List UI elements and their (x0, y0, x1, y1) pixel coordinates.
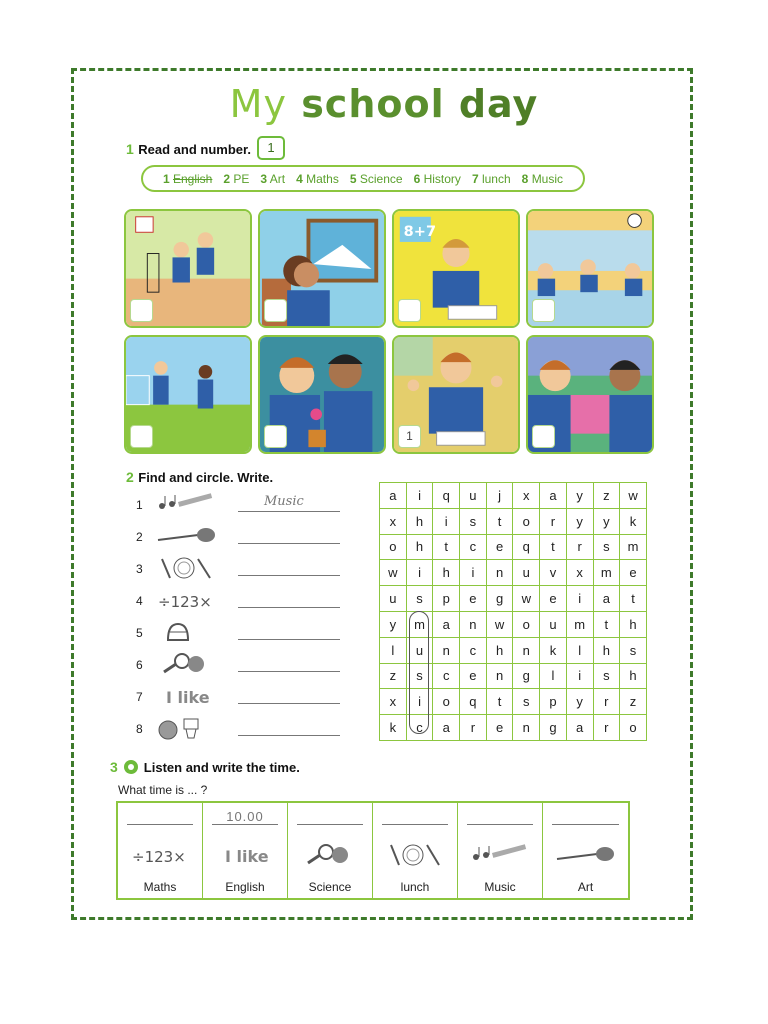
wordsearch-cell[interactable]: s (593, 534, 620, 560)
subject-item (260, 172, 285, 186)
wordsearch-cell[interactable]: s (406, 586, 433, 612)
lunch-picture (526, 209, 654, 328)
wordsearch-cell[interactable]: y (566, 508, 593, 534)
music-notes-icon (470, 841, 530, 869)
section2-title: Find and circle. Write. (138, 470, 274, 485)
wordsearch-cell[interactable]: k (380, 715, 407, 741)
answer-text: Music (264, 494, 304, 509)
list-item (136, 716, 346, 740)
wordsearch-cell[interactable]: r (460, 715, 487, 741)
list-item (136, 492, 346, 516)
wordsearch-cell[interactable]: x (513, 483, 540, 509)
wordsearch-cell[interactable]: g (513, 663, 540, 689)
wordsearch-cell[interactable]: h (620, 611, 647, 637)
subject-number: 4 (296, 171, 303, 186)
time-subject-label: Art (577, 880, 594, 894)
wordsearch-cell[interactable]: u (460, 483, 487, 509)
subject-item (296, 172, 339, 186)
pe-picture (124, 335, 252, 454)
subject-number: 8 (521, 171, 529, 186)
wordsearch-cell[interactable]: z (593, 483, 620, 509)
wordsearch-cell[interactable]: c (406, 715, 433, 741)
wordsearch-cell[interactable]: o (433, 689, 460, 715)
svg-text:I like: I like (166, 688, 210, 707)
subject-number: 6 (413, 171, 421, 186)
i-like-icon (215, 841, 275, 869)
wordsearch-cell[interactable]: a (566, 715, 593, 741)
section3-heading (110, 759, 300, 775)
wordsearch-cell[interactable]: i (460, 560, 487, 586)
answer-line[interactable] (238, 735, 340, 736)
subject-item (223, 172, 249, 186)
english-class-picture (392, 335, 520, 454)
subject-item (472, 172, 511, 186)
magnifier-icon (156, 652, 216, 676)
subject-name: PE (233, 171, 250, 186)
ball-hoop-icon (156, 716, 216, 740)
item-number: 1 (136, 498, 143, 512)
answer-line[interactable] (238, 607, 340, 608)
wordsearch-cell[interactable]: r (593, 689, 620, 715)
wordsearch-cell[interactable]: t (486, 508, 513, 534)
wordsearch-cell[interactable]: n (460, 611, 487, 637)
time-cell (543, 803, 628, 898)
section3-number: 3 (110, 759, 118, 775)
time-line (382, 824, 448, 825)
numbers-icon (130, 841, 190, 869)
section3-title: Listen and write the time. (143, 759, 300, 775)
list-item (136, 620, 346, 644)
wordsearch-cell[interactable]: e (540, 586, 567, 612)
page-title (0, 82, 768, 126)
answer-line[interactable] (238, 543, 340, 544)
word-circle-music (409, 611, 429, 734)
time-cell (118, 803, 203, 898)
wordsearch-cell[interactable]: n (486, 663, 513, 689)
item-number: 6 (136, 658, 143, 672)
music-class-picture (124, 209, 252, 328)
item-number: 7 (136, 690, 143, 704)
subject-number: 5 (349, 171, 357, 186)
wordsearch-cell[interactable]: i (406, 689, 433, 715)
list-item (136, 588, 346, 612)
title-word-my: My (229, 82, 287, 126)
wordsearch-cell[interactable]: c (460, 534, 487, 560)
item-number: 3 (136, 562, 143, 576)
answer-line[interactable] (238, 671, 340, 672)
wordsearch-cell[interactable]: e (460, 586, 487, 612)
time-table (116, 801, 630, 900)
wordsearch-cell[interactable]: o (380, 534, 407, 560)
svg-text:I like: I like (225, 847, 269, 866)
picture-number-box[interactable] (532, 425, 555, 448)
wordsearch-cell[interactable]: o (513, 508, 540, 534)
subject-number: 3 (260, 171, 268, 186)
wordsearch-cell[interactable]: m (620, 534, 647, 560)
wordsearch-cell[interactable]: m (406, 611, 433, 637)
wordsearch-cell[interactable]: c (433, 663, 460, 689)
plate-cutlery-icon (156, 556, 216, 580)
wordsearch-cell[interactable]: u (406, 637, 433, 663)
wordsearch-cell[interactable]: g (540, 715, 567, 741)
history-picture (526, 335, 654, 454)
wordsearch-cell[interactable]: i (433, 508, 460, 534)
picture-number-box[interactable] (532, 299, 555, 322)
wordsearch-cell[interactable]: k (620, 508, 647, 534)
time-question: What time is ... ? (118, 783, 208, 797)
subject-item (163, 172, 212, 186)
magnifier-icon (300, 841, 360, 869)
subject-name: Art (269, 171, 286, 186)
wordsearch-cell[interactable]: e (486, 715, 513, 741)
title-word-day: day (458, 82, 539, 126)
answer-line[interactable] (238, 575, 340, 576)
list-item (136, 652, 346, 676)
wordsearch-cell[interactable]: v (540, 560, 567, 586)
answer-line[interactable] (238, 639, 340, 640)
wordsearch-cell[interactable]: o (620, 715, 647, 741)
wordsearch-cell[interactable]: q (460, 689, 487, 715)
wordsearch-cell[interactable]: w (380, 560, 407, 586)
wordsearch-cell[interactable]: g (486, 586, 513, 612)
wordsearch-cell[interactable]: h (433, 560, 460, 586)
wordsearch-cell[interactable]: y (566, 689, 593, 715)
list-item (136, 684, 346, 708)
subject-word-bank (141, 165, 585, 192)
wordsearch-cell[interactable]: x (566, 560, 593, 586)
wordsearch-cell[interactable]: h (406, 534, 433, 560)
wordsearch-cell[interactable]: r (540, 508, 567, 534)
wordsearch-cell[interactable]: o (513, 611, 540, 637)
item-number: 4 (136, 594, 143, 608)
wordsearch-cell[interactable]: p (540, 689, 567, 715)
subject-number: 2 (223, 171, 231, 186)
wordsearch-cell[interactable]: h (620, 663, 647, 689)
numbers-icon (156, 588, 216, 612)
wordsearch-cell[interactable]: e (460, 663, 487, 689)
wordsearch-cell[interactable]: m (566, 611, 593, 637)
paintbrush-icon (156, 524, 216, 548)
wordsearch-cell[interactable]: n (486, 560, 513, 586)
wordsearch-cell[interactable]: w (620, 483, 647, 509)
wordsearch-cell[interactable]: s (593, 663, 620, 689)
wordsearch-cell[interactable]: t (540, 534, 567, 560)
item-number: 8 (136, 722, 143, 736)
subject-number: 1 (162, 171, 170, 186)
wordsearch-cell[interactable]: u (380, 586, 407, 612)
wordsearch-cell[interactable]: q (433, 483, 460, 509)
wordsearch-cell[interactable]: s (406, 663, 433, 689)
wordsearch-row (380, 586, 647, 612)
section1-heading (126, 141, 251, 159)
wordsearch-cell[interactable]: y (380, 611, 407, 637)
wordsearch-cell[interactable]: a (593, 586, 620, 612)
time-cell (288, 803, 373, 898)
wordsearch-cell[interactable]: r (593, 715, 620, 741)
subject-item (414, 172, 461, 186)
wordsearch-cell[interactable]: e (620, 560, 647, 586)
list-item (136, 556, 346, 580)
time-line (467, 824, 533, 825)
subject-name: Maths (306, 171, 339, 186)
section1-number: 1 (126, 141, 134, 157)
subject-item (522, 172, 563, 186)
wordsearch-cell[interactable]: u (540, 611, 567, 637)
svg-text:÷123×: ÷123× (158, 593, 212, 611)
svg-text:8+7: 8+7 (403, 224, 437, 241)
wordsearch-cell[interactable]: i (566, 586, 593, 612)
wordsearch-cell[interactable]: s (620, 637, 647, 663)
wordsearch-cell[interactable]: l (566, 637, 593, 663)
answer-line[interactable] (238, 511, 340, 512)
time-subject-label: Science (308, 880, 352, 894)
wordsearch-cell[interactable]: l (540, 663, 567, 689)
wordsearch-cell[interactable]: c (460, 637, 487, 663)
wordsearch-cell[interactable]: y (566, 483, 593, 509)
wordsearch-cell[interactable]: e (486, 534, 513, 560)
plate-cutlery-icon (385, 841, 445, 869)
subject-name: History (423, 171, 461, 186)
wordsearch-cell[interactable]: p (433, 586, 460, 612)
item-number: 5 (136, 626, 143, 640)
wordsearch-cell[interactable]: m (593, 560, 620, 586)
wordsearch-cell[interactable]: j (486, 483, 513, 509)
time-cell (203, 803, 288, 898)
section2-number: 2 (126, 469, 134, 485)
wordsearch-row (380, 483, 647, 509)
time-subject-label: lunch (400, 880, 430, 894)
subject-name: Music (531, 171, 564, 186)
wordsearch-cell[interactable]: n (513, 637, 540, 663)
item-number: 2 (136, 530, 143, 544)
wordsearch-cell[interactable]: i (406, 483, 433, 509)
wordsearch-row (380, 508, 647, 534)
wordsearch-cell[interactable]: s (460, 508, 487, 534)
svg-text:÷123×: ÷123× (132, 848, 186, 866)
wordsearch-cell[interactable]: z (380, 663, 407, 689)
picture-number-box[interactable] (398, 299, 421, 322)
wordsearch-cell[interactable]: t (593, 611, 620, 637)
paintbrush-icon (555, 841, 615, 869)
answer-line[interactable] (238, 703, 340, 704)
wordsearch-cell[interactable]: t (433, 534, 460, 560)
subject-name: Science (359, 171, 403, 186)
wordsearch-cell[interactable]: t (620, 586, 647, 612)
subject-item (350, 172, 403, 186)
section1-title: Read and number. (138, 142, 251, 157)
picture-number-box[interactable] (264, 299, 287, 322)
picture-number-box[interactable] (130, 299, 153, 322)
wordsearch-cell[interactable]: a (540, 483, 567, 509)
wordsearch-cell[interactable]: n (513, 715, 540, 741)
i-like-icon (156, 684, 216, 708)
wordsearch-cell[interactable]: a (433, 611, 460, 637)
wordsearch-cell[interactable]: a (433, 715, 460, 741)
picture-number-box[interactable]: 1 (398, 425, 421, 448)
music-notes-icon (156, 492, 216, 516)
time-value[interactable]: 10.00 (226, 809, 264, 824)
wordsearch-cell[interactable]: x (380, 508, 407, 534)
wordsearch-cell[interactable]: h (593, 637, 620, 663)
subject-number: 7 (471, 171, 479, 186)
wordsearch-cell[interactable]: h (486, 637, 513, 663)
wordsearch-cell[interactable]: w (486, 611, 513, 637)
wordsearch-cell[interactable]: x (380, 689, 407, 715)
time-line (297, 824, 363, 825)
wordsearch-row (380, 560, 647, 586)
time-cell (373, 803, 458, 898)
wordsearch-cell[interactable]: h (406, 508, 433, 534)
time-line (127, 824, 193, 825)
example-answer-box: 1 (257, 136, 285, 160)
time-subject-label: Maths (143, 880, 177, 894)
time-subject-label: English (225, 880, 265, 894)
time-line (212, 824, 278, 825)
wordsearch-cell[interactable]: u (513, 560, 540, 586)
wordsearch-cell[interactable]: t (486, 689, 513, 715)
wordsearch-cell[interactable]: q (513, 534, 540, 560)
list-item (136, 524, 346, 548)
section2-heading (126, 469, 273, 487)
picture-number-box[interactable] (130, 425, 153, 448)
time-cell (458, 803, 543, 898)
maths-class-picture (392, 209, 520, 328)
wordsearch-cell[interactable]: s (513, 689, 540, 715)
wordsearch-cell[interactable]: a (380, 483, 407, 509)
wordsearch-row (380, 534, 647, 560)
science-picture (258, 335, 386, 454)
wordsearch-cell[interactable]: r (566, 534, 593, 560)
wordsearch-cell[interactable]: z (620, 689, 647, 715)
wordsearch-cell[interactable]: i (406, 560, 433, 586)
picture-number-box[interactable] (264, 425, 287, 448)
wordsearch-cell[interactable]: l (380, 637, 407, 663)
subject-name: English (173, 171, 213, 186)
picture-grid (124, 209, 654, 454)
wordsearch-cell[interactable]: i (566, 663, 593, 689)
helmet-icon (156, 620, 216, 644)
art-class-picture (258, 209, 386, 328)
wordsearch-cell[interactable]: y (593, 508, 620, 534)
wordsearch-cell[interactable]: k (540, 637, 567, 663)
time-subject-label: Music (484, 880, 516, 894)
subject-name: lunch (481, 171, 511, 186)
wordsearch-cell[interactable]: n (433, 637, 460, 663)
wordsearch-cell[interactable]: w (513, 586, 540, 612)
time-line (552, 824, 619, 825)
title-word-school: school (301, 82, 445, 126)
audio-cd-icon[interactable] (124, 760, 138, 774)
